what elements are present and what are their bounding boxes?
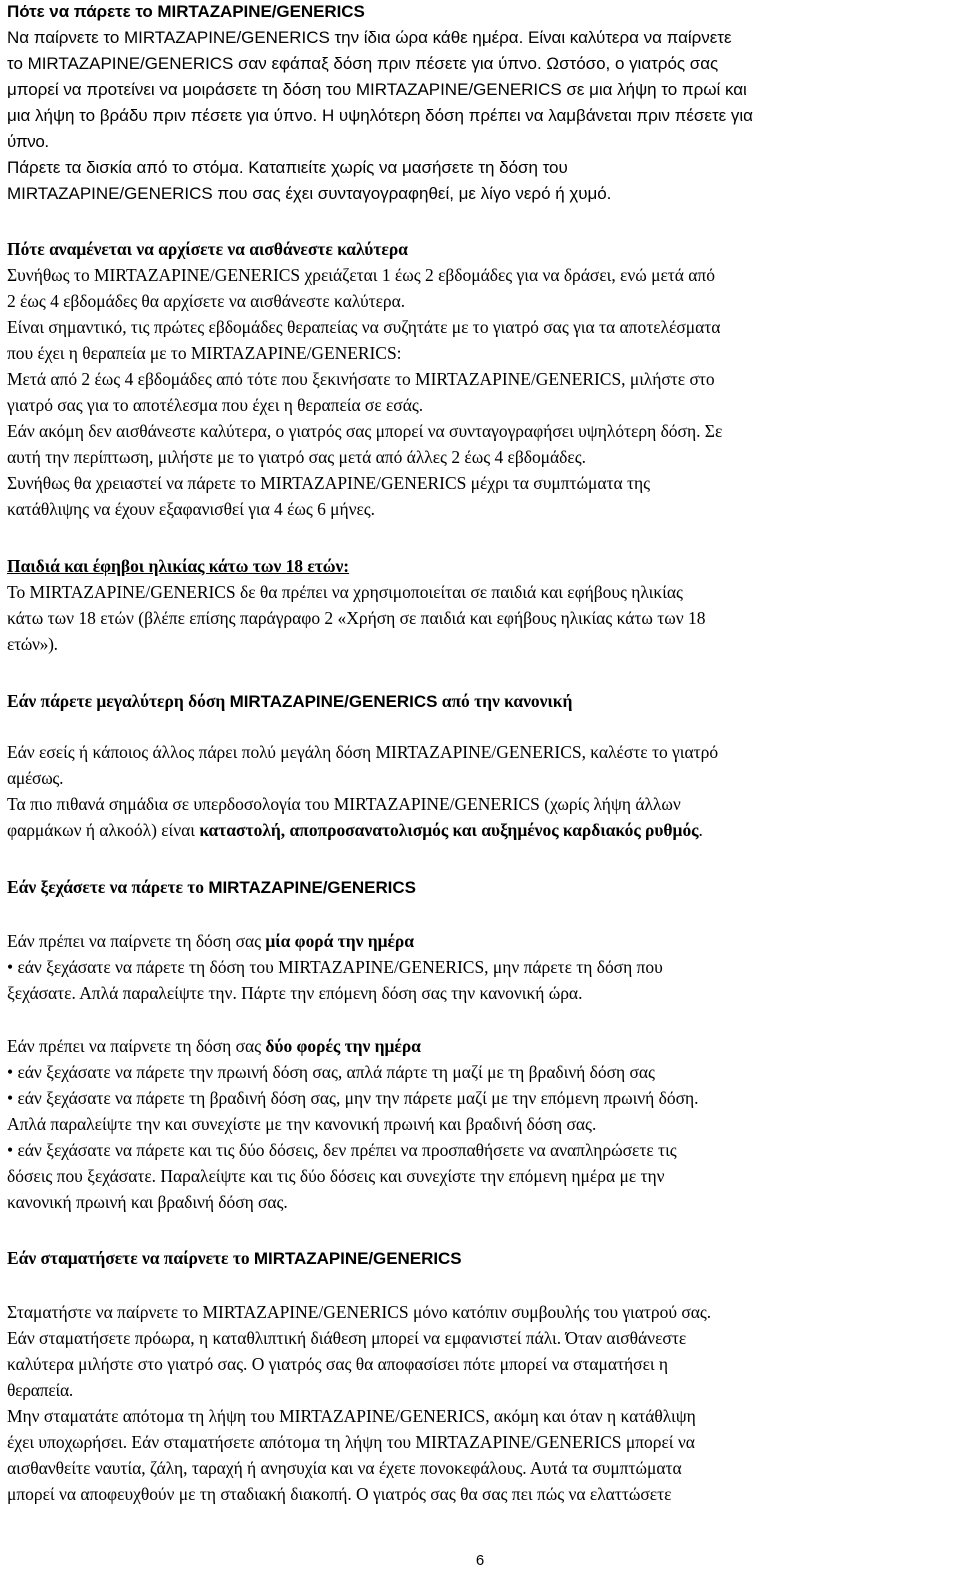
paragraph-line: ύπνο. bbox=[7, 132, 49, 151]
paragraph-line: αισθανθείτε ναυτία, ζάλη, ταραχή ή ανησυχία και να έχετε πονοκεφάλους. Αυτά τα συμπτώματα bbox=[7, 1458, 682, 1478]
paragraph-line: Εάν σταματήσετε πρόωρα, η καταθλιπτική διάθεση μπορεί να εμφανιστεί πάλι. Όταν αισθάνεστε bbox=[7, 1328, 687, 1348]
text: Εάν πρέπει να παίρνετε τη δόση σας bbox=[7, 1036, 266, 1056]
overdose-body bbox=[7, 739, 955, 843]
paragraph-line: Είναι σημαντικό, τις πρώτες εβδομάδες θεραπείας να συζητάτε με το γιατρό σας για τα αποτελέσματα bbox=[7, 317, 721, 337]
paragraph-line: Συνήθως το MIRTAZAPINE/GENERICS χρειάζεται 1 έως 2 εβδομάδες για να δράσει, ενώ μετά από bbox=[7, 265, 715, 285]
text: Εάν πρέπει να παίρνετε τη δόση σας bbox=[7, 931, 266, 951]
paragraph-line: μια λήψη το βράδυ πριν πέσετε για ύπνο. Η υψηλότερη δόση πρέπει να λαμβάνεται πριν πέσετε για bbox=[7, 106, 753, 125]
paragraph-line bbox=[7, 817, 955, 843]
paragraph-line: MIRTAZAPINE/GENERICS που σας έχει συνταγογραφηθεί, με λίγο νερό ή χυμό. bbox=[7, 184, 612, 203]
paragraph-line: Μην σταματάτε απότομα τη λήψη του MIRTAZAPINE/GENERICS, ακόμη και όταν η κατάθλιψη bbox=[7, 1406, 696, 1426]
heading-text: Εάν πάρετε μεγαλύτερη δόση bbox=[7, 691, 230, 711]
heading-product-name: MIRTAZAPINE/GENERICS bbox=[208, 878, 416, 897]
paragraph-line: μπορεί να προτείνει να μοιράσετε τη δόση του MIRTAZAPINE/GENERICS σε μια λήψη το πρωί και bbox=[7, 80, 747, 99]
text: φαρμάκων ή αλκοόλ) είναι bbox=[7, 820, 200, 840]
paragraph-line: ετών»). bbox=[7, 634, 58, 654]
paragraph-line: καλύτερα μιλήστε στο γιατρό σας. Ο γιατρός σας θα αποφασίσει πότε μπορεί να σταματήσει η bbox=[7, 1354, 669, 1374]
list-item: • εάν ξεχάσατε να πάρετε τη δόση του MIRTAZAPINE/GENERICS, μην πάρετε τη δόση που bbox=[7, 957, 663, 977]
forget-twice-daily bbox=[7, 1033, 955, 1215]
paragraph-line: ξεχάσατε. Απλά παραλείψτε την. Πάρτε την επόμενη δόση σας την κανονική ώρα. bbox=[7, 983, 583, 1003]
paragraph-line: Τα πιο πιθανά σημάδια σε υπερδοσολογία του MIRTAZAPINE/GENERICS (χωρίς λήψη άλλων bbox=[7, 794, 681, 814]
paragraph-line: Εάν εσείς ή κάποιος άλλος πάρει πολύ μεγάλη δόση MIRTAZAPINE/GENERICS, καλέστε το γιατρό bbox=[7, 742, 719, 762]
paragraph-line: κατάθλιψης να έχουν εξαφανισθεί για 4 έως 6 μήνες. bbox=[7, 499, 376, 519]
paragraph-line: Μετά από 2 έως 4 εβδομάδες από τότε που ξεκινήσατε το MIRTAZAPINE/GENERICS, μιλήστε στο bbox=[7, 369, 715, 389]
paragraph-line: Συνήθως θα χρειαστεί να πάρετε το MIRTAZAPINE/GENERICS μέχρι τα συμπτώματα της bbox=[7, 473, 651, 493]
paragraph-line bbox=[7, 1033, 955, 1059]
paragraph-line: Να παίρνετε το MIRTAZAPINE/GENERICS την ίδια ώρα κάθε ημέρα. Είναι καλύτερα να παίρνετε bbox=[7, 28, 732, 47]
section-heading: Παιδιά και έφηβοι ηλικίας κάτω των 18 ετών: bbox=[7, 556, 350, 576]
section-heading: Πότε αναμένεται να αρχίσετε να αισθάνεστε καλύτερα bbox=[7, 239, 408, 259]
section-heading bbox=[7, 688, 955, 715]
section-heading bbox=[7, 874, 955, 901]
paragraph-line bbox=[7, 928, 955, 954]
bold-text: καταστολή, αποπροσανατολισμός και αυξημένος καρδιακός ρυθμός bbox=[199, 820, 699, 840]
section-overdose bbox=[7, 688, 955, 715]
section-heading bbox=[7, 1245, 955, 1272]
heading-text: Εάν ξεχάσετε να πάρετε το bbox=[7, 877, 209, 897]
heading-text: Εάν σταματήσετε να παίρνετε το bbox=[7, 1248, 254, 1268]
bold-text: δύο φορές την ημέρα bbox=[265, 1036, 421, 1056]
paragraph-line: θεραπεία. bbox=[7, 1380, 74, 1400]
heading-product-name: MIRTAZAPINE/GENERICS bbox=[229, 692, 438, 711]
bold-text: μία φορά την ημέρα bbox=[265, 931, 414, 951]
section-heading: Πότε να πάρετε το MIRTAZAPINE/GENERICS bbox=[7, 2, 365, 21]
paragraph-line: 2 έως 4 εβδομάδες θα αρχίσετε να αισθάνεστε καλύτερα. bbox=[7, 291, 406, 311]
heading-text: από την κανονική bbox=[437, 691, 573, 711]
paragraph-line: γιατρό σας για το αποτέλεσμα που έχει η θεραπεία σε εσάς. bbox=[7, 395, 424, 415]
text: . bbox=[698, 820, 703, 840]
stop-body bbox=[7, 1299, 955, 1507]
page-number: 6 bbox=[475, 1552, 485, 1569]
paragraph-line: δόσεις που ξεχάσατε. Παραλείψτε και τις δύο δόσεις και συνεχίστε την επόμενη ημέρα με την bbox=[7, 1166, 665, 1186]
section-feel-better bbox=[7, 236, 955, 522]
section-forget bbox=[7, 874, 955, 901]
paragraph-line: μπορεί να αποφευχθούν με τη σταδιακή διακοπή. Ο γιατρός σας θα σας πει πώς να ελαττώσετε bbox=[7, 1484, 672, 1504]
paragraph-line: αμέσως. bbox=[7, 768, 64, 788]
paragraph-line: κανονική πρωινή και βραδινή δόση σας. bbox=[7, 1192, 288, 1212]
paragraph-line: Πάρετε τα δισκία από το στόμα. Καταπιείτε χωρίς να μασήσετε τη δόση του bbox=[7, 158, 568, 177]
paragraph-line: αυτή την περίπτωση, μιλήστε με το γιατρό σας μετά από άλλες 2 έως 4 εβδομάδες. bbox=[7, 447, 586, 467]
section-stop bbox=[7, 1245, 955, 1272]
paragraph-line: που έχει η θεραπεία με το MIRTAZAPINE/GENERICS: bbox=[7, 343, 402, 363]
paragraph-line: Απλά παραλείψτε την και συνεχίστε με την κανονική πρωινή και βραδινή δόση σας. bbox=[7, 1114, 597, 1134]
paragraph-line: Εάν ακόμη δεν αισθάνεστε καλύτερα, ο γιατρός σας μπορεί να συνταγογραφήσει υψηλότερη δόση. Σε bbox=[7, 421, 723, 441]
list-item: • εάν ξεχάσατε να πάρετε και τις δύο δόσεις, δεν πρέπει να προσπαθήσετε να αναπληρώσετε τις bbox=[7, 1140, 677, 1160]
list-item: • εάν ξεχάσατε να πάρετε τη βραδινή δόση σας, μην την πάρετε μαζί με την επόμενη πρωινή δόση. bbox=[7, 1088, 699, 1108]
paragraph-line: το MIRTAZAPINE/GENERICS σαν εφάπαξ δόση πριν πέσετε για ύπνο. Ωστόσο, ο γιατρός σας bbox=[7, 54, 719, 73]
section-children bbox=[7, 553, 955, 657]
section-when-to-take bbox=[7, 0, 955, 207]
list-item: • εάν ξεχάσατε να πάρετε την πρωινή δόση σας, απλά πάρτε τη μαζί με τη βραδινή δόση σας bbox=[7, 1062, 655, 1082]
paragraph-line: έχει υποχωρήσει. Εάν σταματήσετε απότομα τη λήψη του MIRTAZAPINE/GENERICS μπορεί να bbox=[7, 1432, 695, 1452]
paragraph-line: κάτω των 18 ετών (βλέπε επίσης παράγραφο 2 «Χρήση σε παιδιά και εφήβους ηλικίας κάτω των 18 bbox=[7, 608, 706, 628]
forget-once-daily bbox=[7, 928, 955, 1006]
paragraph-line: Το MIRTAZAPINE/GENERICS δε θα πρέπει να χρησιμοποιείται σε παιδιά και εφήβους ηλικίας bbox=[7, 582, 683, 602]
paragraph-line: Σταματήστε να παίρνετε το MIRTAZAPINE/GENERICS μόνο κατόπιν συμβουλής του γιατρού σας. bbox=[7, 1302, 712, 1322]
heading-product-name: MIRTAZAPINE/GENERICS bbox=[253, 1249, 462, 1268]
